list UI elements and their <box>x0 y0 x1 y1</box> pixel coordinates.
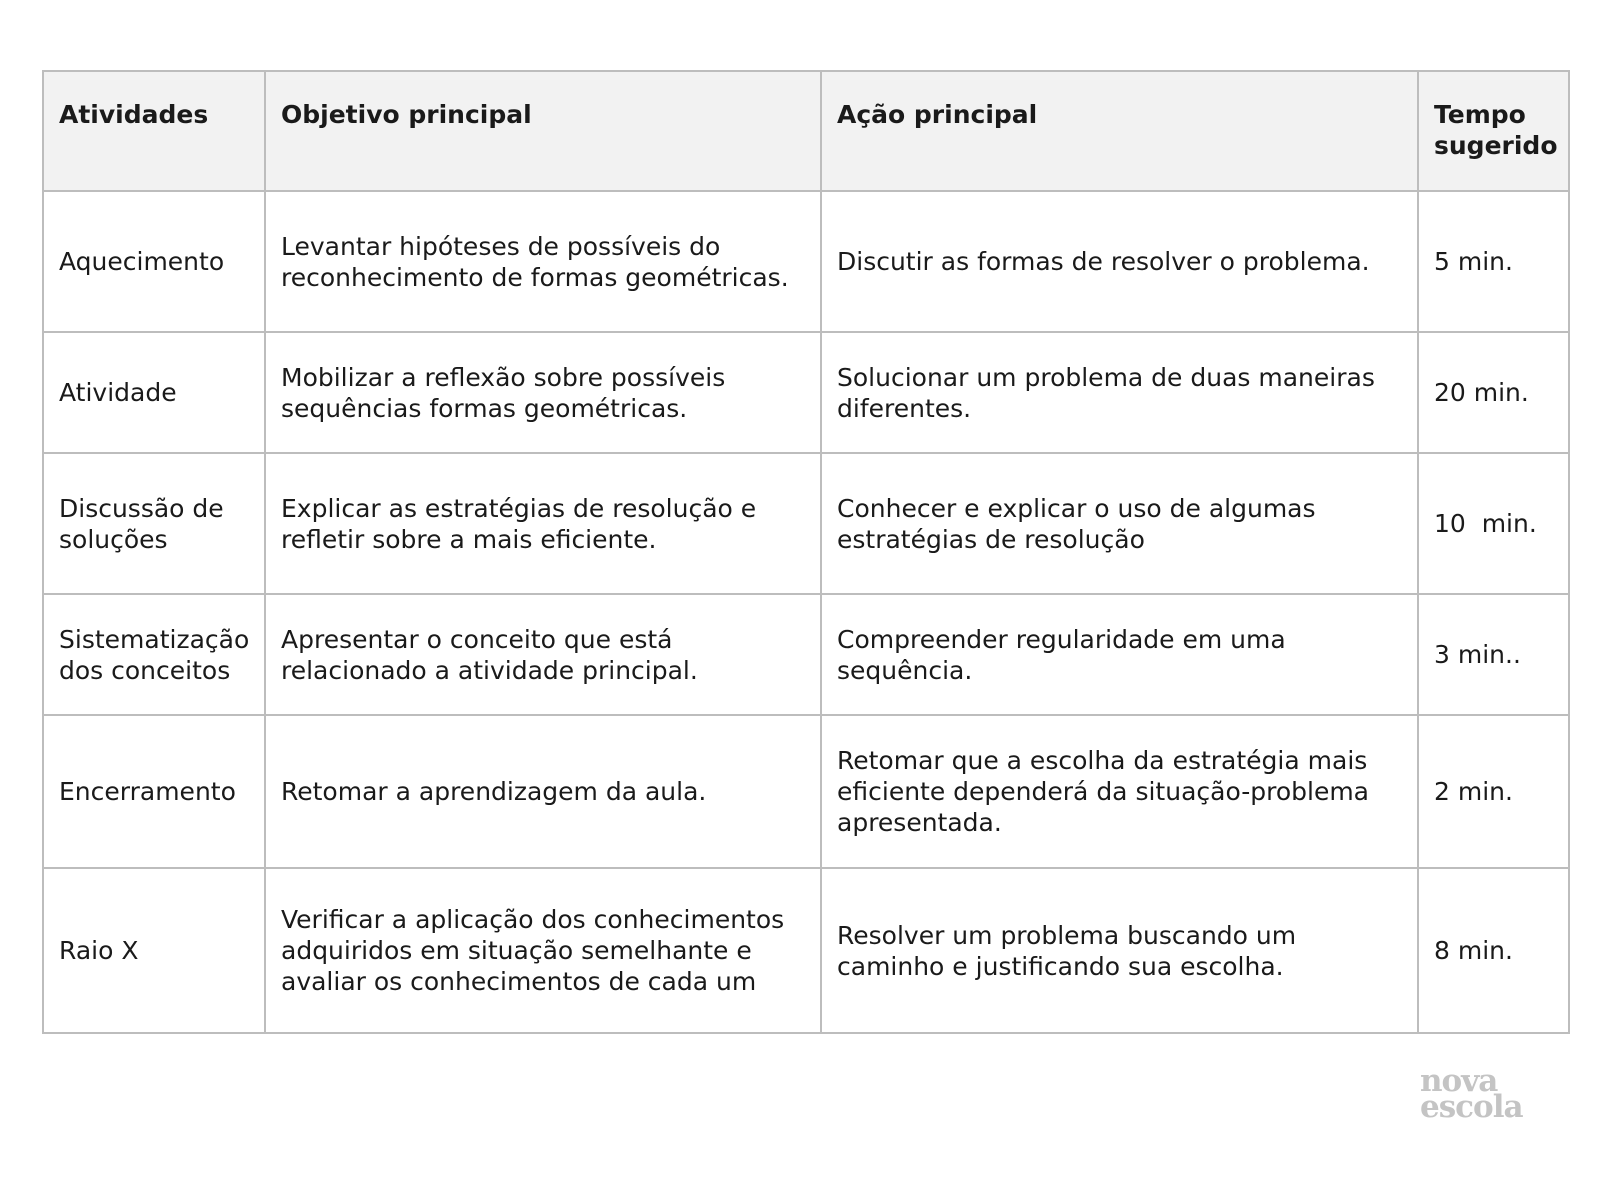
cell-tempo: 5 min. <box>1418 191 1569 332</box>
cell-acao: Resolver um problema buscando um caminho e justificando sua escolha. <box>821 868 1418 1033</box>
nova-escola-logo <box>1420 1063 1540 1125</box>
header-acao-principal: Ação principal <box>821 71 1418 191</box>
cell-acao: Compreender regularidade em uma sequência. <box>821 594 1418 715</box>
cell-atividade: Atividade <box>43 332 265 453</box>
logo-line-nova: nova <box>1420 1063 1498 1099</box>
table-row <box>43 868 1569 1033</box>
table-row <box>43 332 1569 453</box>
cell-objetivo: Explicar as estratégias de resolução e refletir sobre a mais eficiente. <box>265 453 821 594</box>
cell-atividade: Sistematização dos conceitos <box>43 594 265 715</box>
lesson-plan-table-wrapper <box>42 70 1568 1034</box>
cell-tempo: 20 min. <box>1418 332 1569 453</box>
cell-objetivo: Apresentar o conceito que está relacionado a atividade principal. <box>265 594 821 715</box>
cell-objetivo: Levantar hipóteses de possíveis do reconhecimento de formas geométricas. <box>265 191 821 332</box>
table-row <box>43 191 1569 332</box>
cell-tempo: 2 min. <box>1418 715 1569 868</box>
cell-atividade: Discussão de soluções <box>43 453 265 594</box>
table-row <box>43 715 1569 868</box>
lesson-plan-table <box>42 70 1570 1034</box>
header-atividades: Atividades <box>43 71 265 191</box>
cell-atividade: Aquecimento <box>43 191 265 332</box>
table-row <box>43 453 1569 594</box>
cell-acao: Solucionar um problema de duas maneiras diferentes. <box>821 332 1418 453</box>
cell-objetivo: Retomar a aprendizagem da aula. <box>265 715 821 868</box>
cell-tempo: 3 min.. <box>1418 594 1569 715</box>
cell-atividade: Encerramento <box>43 715 265 868</box>
cell-objetivo: Verificar a aplicação dos conhecimentos adquiridos em situação semelhante e avaliar os conhecimentos de cada um <box>265 868 821 1033</box>
header-objetivo-principal: Objetivo principal <box>265 71 821 191</box>
logo-line-escola: escola <box>1420 1089 1523 1125</box>
header-tempo-sugerido: Tempo sugerido <box>1418 71 1569 191</box>
cell-tempo: 8 min. <box>1418 868 1569 1033</box>
cell-tempo: 10 min. <box>1418 453 1569 594</box>
cell-acao: Discutir as formas de resolver o problema. <box>821 191 1418 332</box>
table-header-row <box>43 71 1569 191</box>
cell-acao: Conhecer e explicar o uso de algumas estratégias de resolução <box>821 453 1418 594</box>
cell-objetivo: Mobilizar a reflexão sobre possíveis sequências formas geométricas. <box>265 332 821 453</box>
cell-acao: Retomar que a escolha da estratégia mais eficiente dependerá da situação-problema apresentada. <box>821 715 1418 868</box>
cell-atividade: Raio X <box>43 868 265 1033</box>
table-row <box>43 594 1569 715</box>
